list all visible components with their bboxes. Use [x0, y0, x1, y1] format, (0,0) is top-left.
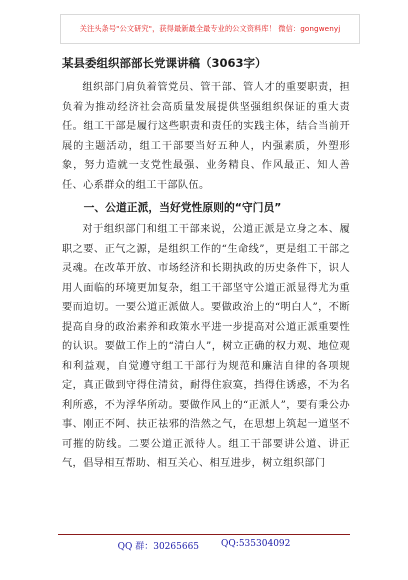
- footer: [0, 539, 408, 555]
- intro-paragraph: 组织部门肩负着管党员、管干部、管人才的重要职责，担负着为推动经济社会高质量发展提供坚强组织保证的重大责任。组工干部是履行这些职责和责任的实践主体，结合当前开展的主题活动，组工干部要当好五种人，内强素质，外塑形象，努力造就一支党性最强、业务精良、作风最正、知人善任、心系群众的组工干部队伍。: [62, 82, 350, 191]
- header-banner: [60, 14, 360, 44]
- section-1-paragraph: 对于组织部门和组工干部来说，公道正派是立身之本、履职之要、正气之源，是组织工作的“生命线”，更是组工干部之灵魂。在改革开放、市场经济和长期执政的历史条件下，识人用人面临的环境更加复杂，组工干部坚守公道正派显得尤为重要而迫切。一要公道正派做人。要做政治上的“明白人”，不断提高自身的政治素养和政策水平进一步提高对公道正派重要性的认识。要做工作上的“清白人”，树立正确的权力观、地位观和利益观，自觉遵守组工干部行为规范和廉洁自律的各项规定，真正做到守得住清贫，耐得住寂寞，挡得住诱惑，不为名利所惑，不为浮华所动。要做作风上的“正派人”，要有秉公办事、刚正不阿、扶正祛邪的浩然之气，在思想上筑起一道坚不可摧的防线。二要公道正派待人。组工干部要讲公道、讲正气，倡导相互帮助、相互关心、相互进步，树立组织部门: [62, 224, 350, 469]
- document-body: [62, 55, 350, 474]
- document-title: 某县委组织部部长党课讲稿（3063字）: [62, 56, 267, 70]
- section-heading-1: 一、公道正派，当好党性原则的“守门员”: [83, 201, 282, 214]
- footer-qq-group: QQ 群：30265665: [117, 542, 200, 552]
- footer-divider: [58, 534, 350, 535]
- banner-text: 关注头条号"公文研究"，获得最新最全最专业的公文资料库！ 微信：gongwenyj: [79, 24, 341, 33]
- footer-qq: QQ:535304092: [221, 539, 291, 549]
